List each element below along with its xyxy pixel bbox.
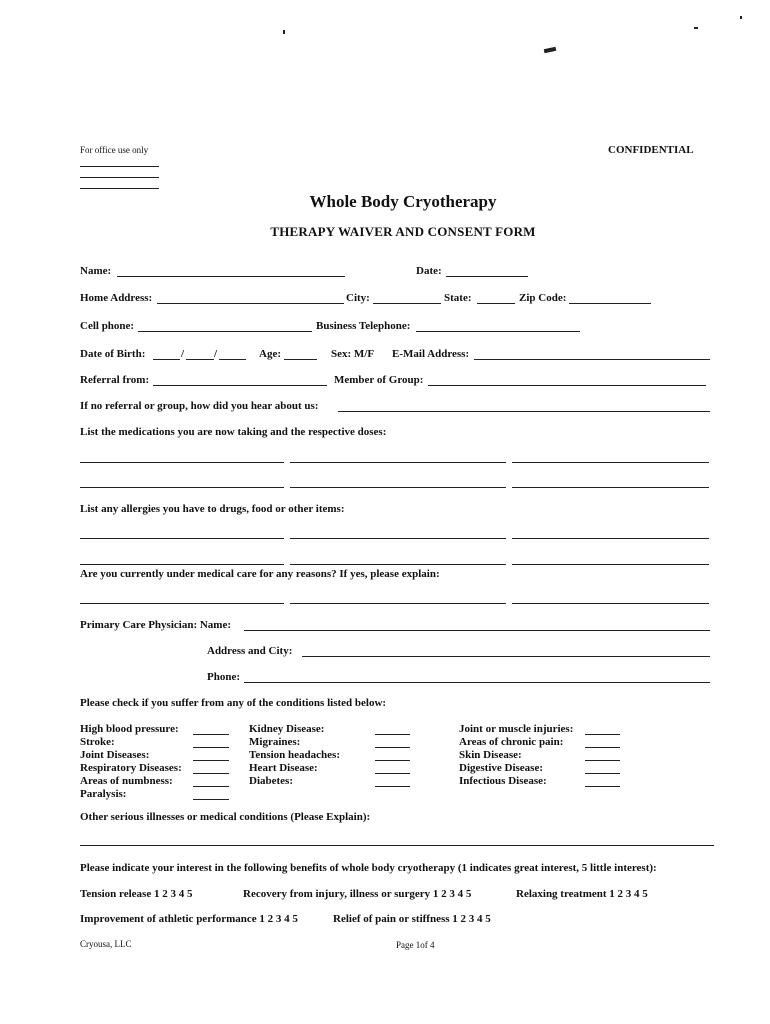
business-phone-input[interactable] (416, 319, 580, 332)
referral-input[interactable] (153, 373, 327, 386)
condition-label: Infectious Disease: (459, 775, 547, 787)
pcp-address-input[interactable] (302, 644, 710, 657)
cell-phone-label: Cell phone: (80, 320, 135, 332)
date-input[interactable] (446, 264, 528, 277)
scan-speck (694, 27, 698, 29)
date-label: Date: (416, 265, 442, 277)
medications-line (512, 487, 709, 488)
condition-label: Kidney Disease: (249, 723, 325, 735)
condition-label: Joint or muscle injuries: (459, 723, 574, 735)
condition-check-input[interactable] (193, 761, 229, 774)
city-input[interactable] (373, 291, 441, 304)
condition-label: Areas of chronic pain: (459, 736, 564, 748)
condition-check-input[interactable] (193, 787, 229, 800)
cell-phone-input[interactable] (138, 319, 312, 332)
scan-speck (740, 16, 742, 19)
medical-care-line (512, 603, 709, 604)
heard-about-input[interactable] (338, 399, 710, 412)
condition-label: Joint Diseases: (80, 749, 150, 761)
benefit-athletic[interactable]: Improvement of athletic performance 1 2 3 4 5 (80, 913, 298, 925)
benefit-recovery[interactable]: Recovery from injury, illness or surgery 1 2 3 4 5 (243, 888, 472, 900)
footer-page-number: Page 1of 4 (396, 940, 435, 950)
pcp-phone-label: Phone: (207, 671, 240, 683)
dob-day-input[interactable] (186, 347, 214, 360)
pcp-address-label: Address and City: (207, 645, 293, 657)
condition-label: Skin Disease: (459, 749, 522, 761)
medical-care-line (80, 603, 284, 604)
medical-care-line (290, 603, 506, 604)
name-input[interactable] (117, 264, 345, 277)
state-input[interactable] (477, 291, 515, 304)
condition-label: Stroke: (80, 736, 115, 748)
condition-check-input[interactable] (375, 748, 410, 761)
condition-check-input[interactable] (585, 735, 620, 748)
page-subtitle: THERAPY WAIVER AND CONSENT FORM (270, 224, 536, 239)
member-label: Member of Group: (334, 374, 424, 386)
interest-prompt: Please indicate your interest in the following benefits of whole body cryotherapy (1 indicates great interest, 5 little interest): (80, 862, 657, 874)
home-address-label: Home Address: (80, 292, 153, 304)
medications-label: List the medications you are now taking and the respective doses: (80, 426, 387, 438)
condition-check-input[interactable] (375, 761, 410, 774)
dob-month-input[interactable] (153, 347, 180, 360)
condition-label: Diabetes: (249, 775, 293, 787)
condition-check-input[interactable] (585, 761, 620, 774)
allergies-line (512, 538, 709, 539)
condition-check-input[interactable] (193, 748, 229, 761)
benefit-relaxing[interactable]: Relaxing treatment 1 2 3 4 5 (516, 888, 648, 900)
condition-check-input[interactable] (193, 774, 229, 787)
condition-label: Respiratory Diseases: (80, 762, 182, 774)
footer-company: Cryousa, LLC (80, 939, 132, 949)
condition-check-input[interactable] (585, 774, 620, 787)
allergies-line (290, 538, 506, 539)
condition-check-input[interactable] (193, 735, 229, 748)
allergies-line (80, 538, 284, 539)
benefit-tension[interactable]: Tension release 1 2 3 4 5 (80, 888, 193, 900)
condition-label: High blood pressure: (80, 723, 179, 735)
condition-label: Digestive Disease: (459, 762, 544, 774)
condition-label: Migraines: (249, 736, 301, 748)
condition-check-input[interactable] (375, 722, 410, 735)
home-address-input[interactable] (157, 291, 344, 304)
page-title: Whole Body Cryotherapy (309, 192, 497, 211)
zip-label: Zip Code: (519, 292, 567, 304)
allergies-label: List any allergies you have to drugs, food or other items: (80, 503, 345, 515)
condition-label: Tension headaches: (249, 749, 340, 761)
medications-line (80, 487, 284, 488)
pcp-name-label: Primary Care Physician: Name: (80, 619, 232, 631)
dob-label: Date of Birth: (80, 348, 146, 360)
city-label: City: (346, 292, 370, 304)
email-input[interactable] (474, 347, 710, 360)
scan-speck (283, 30, 285, 34)
allergies-line (290, 564, 506, 565)
condition-check-input[interactable] (375, 735, 410, 748)
condition-check-input[interactable] (585, 722, 620, 735)
benefit-relief[interactable]: Relief of pain or stiffness 1 2 3 4 5 (333, 913, 491, 925)
pcp-phone-input[interactable] (244, 670, 710, 683)
email-label: E-Mail Address: (392, 348, 470, 360)
state-label: State: (444, 292, 472, 304)
allergies-line (80, 564, 284, 565)
medications-line (290, 462, 506, 463)
dob-separator: / (181, 348, 185, 360)
medications-line (512, 462, 709, 463)
office-use-line (80, 166, 159, 167)
medications-line (290, 487, 506, 488)
scan-speck (544, 47, 557, 53)
age-input[interactable] (284, 347, 317, 360)
zip-input[interactable] (569, 291, 651, 304)
other-conditions-line (80, 845, 714, 846)
condition-check-input[interactable] (375, 774, 410, 787)
medications-line (80, 462, 284, 463)
dob-year-input[interactable] (219, 347, 246, 360)
allergies-line (512, 564, 709, 565)
condition-check-input[interactable] (585, 748, 620, 761)
business-phone-label: Business Telephone: (316, 320, 411, 332)
medical-care-label: Are you currently under medical care for any reasons? If yes, please explain: (80, 568, 440, 580)
sex-label: Sex: M/F (331, 348, 375, 360)
other-conditions-label: Other serious illnesses or medical conditions (Please Explain): (80, 811, 371, 823)
age-label: Age: (259, 348, 281, 360)
conditions-prompt: Please check if you suffer from any of the conditions listed below: (80, 697, 387, 709)
condition-label: Paralysis: (80, 788, 127, 800)
name-label: Name: (80, 265, 112, 277)
office-use-line (80, 177, 159, 178)
condition-label: Heart Disease: (249, 762, 318, 774)
referral-label: Referral from: (80, 374, 150, 386)
member-input[interactable] (428, 373, 706, 386)
condition-check-input[interactable] (193, 722, 229, 735)
confidential-label: CONFIDENTIAL (608, 144, 694, 156)
office-use-label: For office use only (80, 145, 149, 155)
dob-separator: / (214, 348, 218, 360)
office-use-line (80, 188, 159, 189)
heard-about-label: If no referral or group, how did you hear about us: (80, 400, 319, 412)
condition-label: Areas of numbness: (80, 775, 173, 787)
pcp-name-input[interactable] (244, 618, 710, 631)
